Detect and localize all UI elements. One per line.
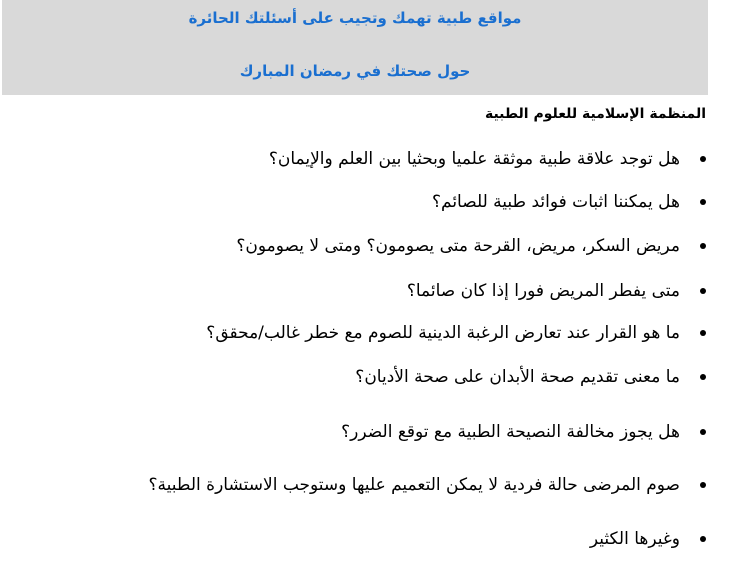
list-item [355,366,706,388]
header-banner [2,0,708,95]
list-item-text: مريض السكر، مريض، القرحة متى يصومون؟ ومتى لا يصومون؟ [236,236,680,256]
list-item-text: هل توجد علاقة طبية موثقة علميا وبحثيا بين العلم والإيمان؟ [268,149,680,169]
list-item [236,235,706,257]
bullet-icon [700,156,706,162]
bullet-icon [700,330,706,336]
list-item [407,280,706,302]
list-item-text: هل يمكننا اثبات فوائد طبية للصائم؟ [431,192,680,212]
list-item-text: ما هو القرار عند تعارض الرغبة الدينية للصوم مع خطر غالب/محقق؟ [206,323,680,343]
bullet-icon [700,429,706,435]
list-item [269,148,706,170]
list-item [149,474,706,496]
bullet-icon [700,199,706,205]
bullet-icon [700,243,706,249]
header-subtitle: حول صحتك في رمضان المبارك [239,62,471,80]
list-item [590,528,706,550]
bullet-icon [700,374,706,380]
list-item [432,191,706,213]
list-item-text: ما معنى تقديم صحة الأبدان على صحة الأديان؟ [355,367,680,387]
list-item-text: وغيرها الكثير [589,529,680,549]
bullet-icon [700,288,706,294]
list-item-text: متى يفطر المريض فورا إذا كان صائما؟ [406,281,680,301]
list-item [341,421,706,443]
organization-heading: المنظمة الإسلامية للعلوم الطبية [484,106,706,122]
list-item [206,322,706,344]
header-title: مواقع طبية تهمك وتجيب على أسئلتك الحائرة [188,9,522,27]
bullet-icon [700,536,706,542]
list-item-text: هل يجوز مخالفة النصيحة الطبية مع توقع الضرر؟ [341,422,680,442]
list-item-text: صوم المرضى حالة فردية لا يمكن التعميم عليها وستوجب الاستشارة الطبية؟ [148,475,680,495]
bullet-icon [700,482,706,488]
